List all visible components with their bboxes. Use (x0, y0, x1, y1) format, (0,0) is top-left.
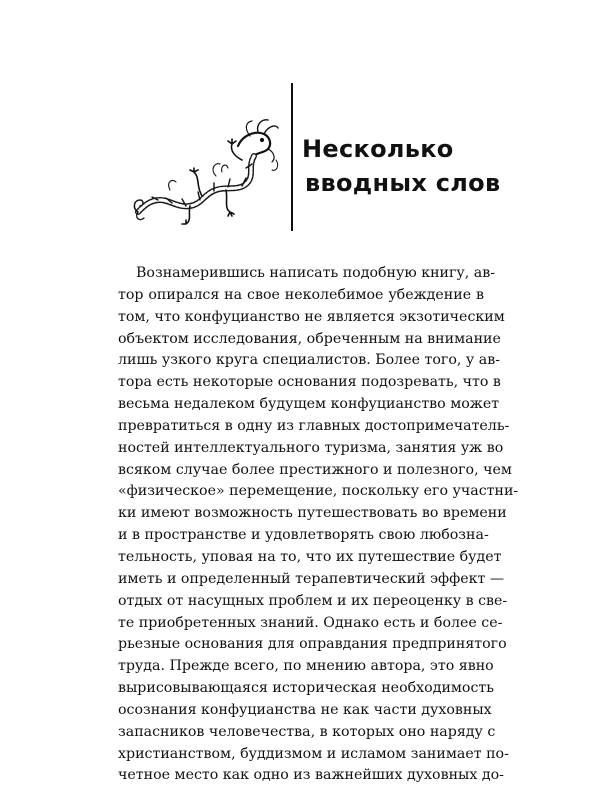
text-line: ки имеют возможность путешествовать во времени (118, 505, 507, 522)
body-paragraph (118, 263, 519, 787)
text-line: тельность, уповая на то, что их путешествие будет (118, 548, 502, 565)
text-line: труда. Прежде всего, по мнению автора, это явно (118, 658, 494, 675)
text-line: том, что конфуцианство не является экзотическим (118, 308, 505, 325)
text-line: весьма недалеком будущем конфуцианство может (118, 396, 500, 413)
text-line: те приобретенных знаний. Однако есть и более се- (118, 614, 503, 631)
text-line: христианством, буддизмом и исламом занимает по- (118, 745, 509, 762)
text-line: вырисовывающаяся историческая необходимость (118, 680, 494, 697)
vertical-divider (291, 83, 293, 231)
dragon-icon (130, 116, 280, 226)
text-line: превратиться в одну из главных достопримечатель- (118, 417, 510, 434)
text-line: тор опирался на свое неколебимое убеждение в (118, 286, 484, 303)
text-line: отдых от насущных проблем и их переоценку в све- (118, 592, 508, 609)
text-line: четное место как одно из важнейших духовных до- (118, 767, 504, 784)
chapter-title-line-2: вводных слов (305, 169, 501, 197)
text-line: осознания конфуцианства не как части духовных (118, 701, 492, 718)
chapter-title-line-1: Несколько (302, 135, 454, 163)
text-line: объектом исследования, обреченным на внимание (118, 330, 501, 347)
text-line: ностей интеллектуального туризма, занятия уж во (118, 439, 504, 456)
text-line: рьезные основания для оправдания предпринятого (118, 636, 507, 653)
text-line: Вознамерившись написать подобную книгу, ав- (136, 265, 496, 281)
text-line: иметь и определенный терапевтический эффект — (118, 570, 505, 587)
text-line: «физическое» перемещение, поскольку его участни- (118, 483, 519, 500)
text-line: и в пространстве и удовлетворять свою любозна- (118, 527, 489, 544)
text-line: запасников человечества, в которых оно наряду с (118, 723, 496, 740)
text-line: всяком случае более престижного и полезного, чем (118, 461, 512, 478)
chapter-title (302, 132, 500, 200)
text-line: тора есть некоторые основания подозревать, что в (118, 374, 501, 391)
text-line: лишь узкого круга специалистов. Более того, у ав- (118, 352, 500, 369)
